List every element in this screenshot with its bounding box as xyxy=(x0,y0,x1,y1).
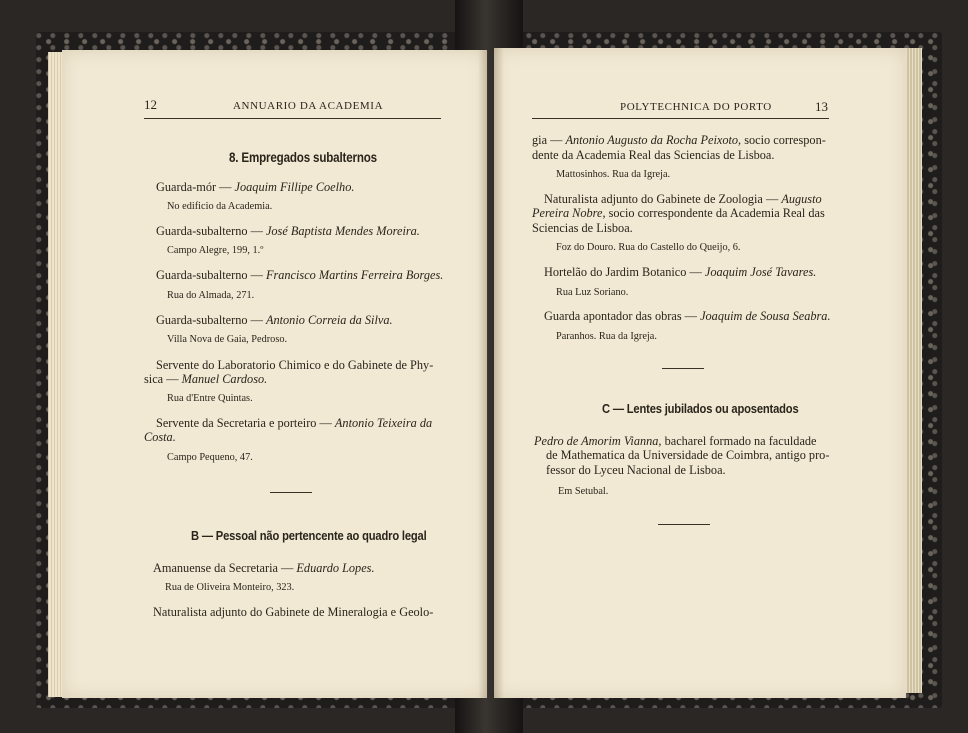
entry-guarda-subalterno-2-address: Rua do Almada, 271. xyxy=(167,290,255,301)
entry-servente-lab-line1: Servente do Laboratorio Chimico e do Gabinete de Phy- xyxy=(156,358,434,372)
entry-pedro-address: Em Setubal. xyxy=(558,486,609,497)
left-page-number: 12 xyxy=(144,97,157,112)
section-8-heading: 8. Empregados subalternos xyxy=(229,150,377,165)
entry-naturalista-geologia-line1: gia — Antonio Augusto da Rocha Peixoto, socio correspon- xyxy=(532,133,826,147)
entry-hortelao-address: Rua Luz Soriano. xyxy=(556,287,629,298)
entry-servente-sec-address: Campo Pequeno, 47. xyxy=(167,452,253,463)
section-divider xyxy=(662,368,704,369)
entry-guarda-subalterno-1-address: Campo Alegre, 199, 1.º xyxy=(167,245,264,256)
left-gutter-shadow xyxy=(478,50,488,698)
section-c-heading: C — Lentes jubilados ou aposentados xyxy=(602,401,799,416)
entry-pedro-line1: Pedro de Amorim Vianna, bacharel formado na faculdade xyxy=(534,434,817,448)
entry-servente-sec-line2: Costa. xyxy=(144,430,176,444)
entry-amanuense: Amanuense da Secretaria — Eduardo Lopes. xyxy=(153,561,375,575)
right-running-head: POLYTECHNICA DO PORTO xyxy=(620,101,772,113)
right-header-rule xyxy=(532,118,829,119)
left-header-rule xyxy=(144,118,441,119)
entry-guarda-subalterno-3-address: Villa Nova de Gaia, Pedroso. xyxy=(167,334,288,345)
entry-pedro-line3: fessor do Lyceu Nacional de Lisboa. xyxy=(546,463,726,477)
entry-naturalista-zoologia-line1: Naturalista adjunto do Gabinete de Zoologia — Augusto xyxy=(544,192,822,206)
entry-naturalista-zoologia-line3: Sciencias de Lisboa. xyxy=(532,221,633,235)
entry-guarda-apontador: Guarda apontador das obras — Joaquim de Sousa Seabra. xyxy=(544,309,831,323)
right-page-number: 13 xyxy=(815,99,828,114)
left-running-head: ANNUARIO DA ACADEMIA xyxy=(233,100,384,112)
entry-servente-lab-address: Rua d'Entre Quintas. xyxy=(167,393,253,404)
entry-guarda-mor: Guarda-mór — Joaquim Fillipe Coelho. xyxy=(156,180,355,194)
entry-naturalista-zoologia-line2: Pereira Nobre, socio correspondente da Academia Real das xyxy=(532,206,825,220)
entry-guarda-subalterno-2: Guarda-subalterno — Francisco Martins Ferreira Borges. xyxy=(156,268,444,282)
entry-guarda-mor-address: No edificio da Academia. xyxy=(167,201,273,212)
left-page xyxy=(62,50,487,698)
section-divider xyxy=(270,492,312,493)
entry-naturalista-geologia-line2: dente da Academia Real das Sciencias de Lisboa. xyxy=(532,148,775,162)
entry-guarda-apontador-address: Paranhos. Rua da Igreja. xyxy=(556,331,657,342)
entry-hortelao: Hortelão do Jardim Botanico — Joaquim José Tavares. xyxy=(544,265,817,279)
section-b-heading: B — Pessoal não pertencente ao quadro legal xyxy=(191,528,427,543)
entry-naturalista-zoologia-address: Foz do Douro. Rua do Castello do Queijo, 6. xyxy=(556,242,741,253)
entry-amanuense-address: Rua de Oliveira Monteiro, 323. xyxy=(165,582,295,593)
section-divider xyxy=(658,524,710,525)
right-gutter-shadow xyxy=(494,48,504,698)
entry-servente-lab-line2: sica — Manuel Cardoso. xyxy=(144,372,268,386)
entry-servente-sec-line1: Servente da Secretaria e porteiro — Antonio Teixeira da xyxy=(156,416,433,430)
entry-guarda-subalterno-3: Guarda-subalterno — Antonio Correia da Silva. xyxy=(156,313,393,327)
entry-naturalista-mineralogia: Naturalista adjunto do Gabinete de Mineralogia e Geolo- xyxy=(153,605,434,619)
entry-naturalista-geologia-address: Mattosinhos. Rua da Igreja. xyxy=(556,169,671,180)
entry-guarda-subalterno-1: Guarda-subalterno — José Baptista Mendes Moreira. xyxy=(156,224,420,238)
entry-pedro-line2: de Mathematica da Universidade de Coimbra, antigo pro- xyxy=(546,448,830,462)
